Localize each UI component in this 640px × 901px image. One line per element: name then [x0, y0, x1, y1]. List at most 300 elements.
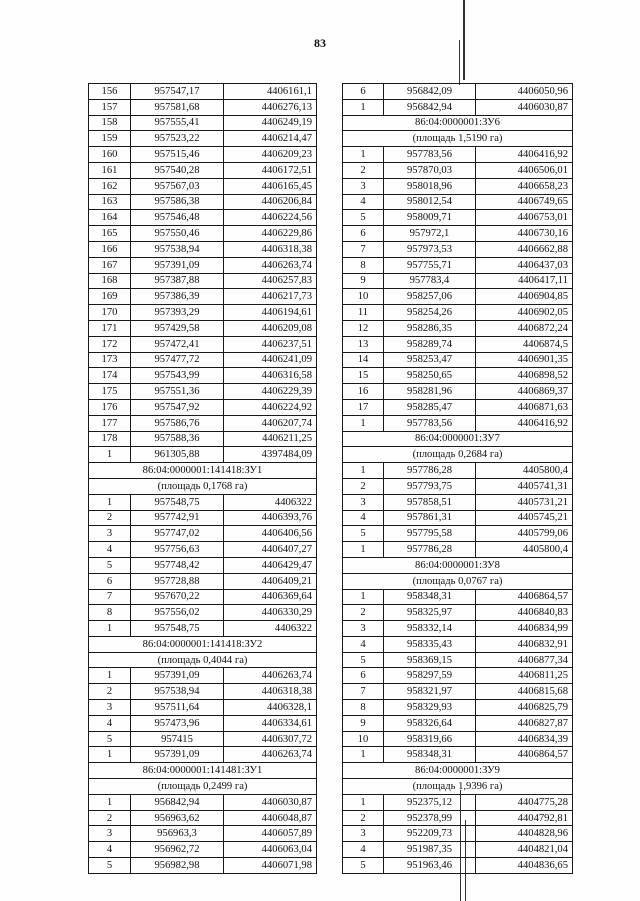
point-number: 5	[89, 731, 131, 747]
x-coordinate: 952375,12	[384, 794, 476, 810]
x-coordinate: 958253,47	[384, 352, 476, 368]
table-row	[343, 731, 573, 747]
point-number: 1	[343, 415, 384, 431]
y-coordinate: 4406904,85	[476, 289, 573, 305]
table-row	[343, 320, 573, 336]
x-coordinate: 957858,51	[384, 494, 476, 510]
table-row	[89, 494, 317, 510]
point-number: 16	[343, 384, 384, 400]
x-coordinate: 956842,94	[131, 794, 224, 810]
table-row	[343, 542, 573, 558]
table-row	[89, 842, 317, 858]
x-coordinate: 957477,72	[131, 352, 224, 368]
table-row	[343, 178, 573, 194]
y-coordinate: 4406328,1	[224, 700, 317, 716]
y-coordinate: 4406257,83	[224, 273, 317, 289]
x-coordinate: 957543,99	[131, 368, 224, 384]
y-coordinate: 4406429,47	[224, 557, 317, 573]
y-coordinate: 4406902,05	[476, 305, 573, 321]
parcel-header-row	[89, 652, 317, 668]
y-coordinate: 4406263,74	[224, 668, 317, 684]
point-number: 4	[343, 194, 384, 210]
parcel-header-row	[89, 763, 317, 779]
x-coordinate: 957546,48	[131, 210, 224, 226]
parcel-header: (площадь 1,9396 га)	[343, 779, 573, 795]
table-row	[89, 858, 317, 874]
point-number: 174	[89, 368, 131, 384]
point-number: 1	[343, 747, 384, 763]
scan-margin-line	[463, 0, 465, 80]
x-coordinate: 957793,75	[384, 478, 476, 494]
table-row	[89, 115, 317, 131]
y-coordinate: 4405741,31	[476, 478, 573, 494]
y-coordinate: 4406229,39	[224, 384, 317, 400]
x-coordinate: 957473,96	[131, 715, 224, 731]
x-coordinate: 958286,35	[384, 320, 476, 336]
y-coordinate: 4406211,25	[224, 431, 317, 447]
y-coordinate: 4406229,86	[224, 226, 317, 242]
y-coordinate: 4405745,21	[476, 510, 573, 526]
x-coordinate: 958281,96	[384, 384, 476, 400]
table-row	[343, 226, 573, 242]
point-number: 4	[89, 715, 131, 731]
y-coordinate: 4406237,51	[224, 336, 317, 352]
table-row	[89, 415, 317, 431]
point-number: 2	[89, 510, 131, 526]
point-number: 5	[343, 652, 384, 668]
point-number: 15	[343, 368, 384, 384]
y-coordinate: 4406827,87	[476, 715, 573, 731]
parcel-header: (площадь 0,0767 га)	[343, 573, 573, 589]
table-row	[343, 99, 573, 115]
x-coordinate: 958289,74	[384, 336, 476, 352]
x-coordinate: 958321,97	[384, 684, 476, 700]
coordinates-table-right	[342, 83, 573, 874]
x-coordinate: 958335,43	[384, 636, 476, 652]
y-coordinate: 4404828,96	[476, 826, 573, 842]
y-coordinate: 4406263,74	[224, 747, 317, 763]
x-coordinate: 951987,35	[384, 842, 476, 858]
y-coordinate: 4406834,39	[476, 731, 573, 747]
x-coordinate: 957538,94	[131, 684, 224, 700]
y-coordinate: 4406840,83	[476, 605, 573, 621]
y-coordinate: 4406874,5	[476, 336, 573, 352]
y-coordinate: 4406224,92	[224, 399, 317, 415]
table-row	[89, 399, 317, 415]
point-number: 1	[343, 542, 384, 558]
table-row	[343, 147, 573, 163]
y-coordinate: 4406330,29	[224, 605, 317, 621]
y-coordinate: 4406417,11	[476, 273, 573, 289]
point-number: 2	[89, 684, 131, 700]
table-row	[89, 747, 317, 763]
table-row	[89, 684, 317, 700]
y-coordinate: 4406050,96	[476, 84, 573, 100]
x-coordinate: 957548,75	[131, 494, 224, 510]
table-row	[343, 684, 573, 700]
x-coordinate: 957387,88	[131, 273, 224, 289]
point-number: 173	[89, 352, 131, 368]
y-coordinate: 4406864,57	[476, 589, 573, 605]
y-coordinate: 4406416,92	[476, 415, 573, 431]
y-coordinate: 4406318,38	[224, 241, 317, 257]
x-coordinate: 957742,91	[131, 510, 224, 526]
y-coordinate: 4406825,79	[476, 700, 573, 716]
table-row	[343, 289, 573, 305]
point-number: 159	[89, 131, 131, 147]
point-number: 1	[89, 747, 131, 763]
x-coordinate: 957786,28	[384, 463, 476, 479]
y-coordinate: 4406030,87	[476, 99, 573, 115]
point-number: 1	[89, 668, 131, 684]
table-row	[343, 273, 573, 289]
y-coordinate: 4404821,04	[476, 842, 573, 858]
point-number: 161	[89, 162, 131, 178]
table-row	[343, 384, 573, 400]
point-number: 4	[89, 542, 131, 558]
x-coordinate: 957391,09	[131, 668, 224, 684]
y-coordinate: 4406057,89	[224, 826, 317, 842]
point-number: 178	[89, 431, 131, 447]
y-coordinate: 4406207,74	[224, 415, 317, 431]
point-number: 2	[343, 605, 384, 621]
x-coordinate: 957586,76	[131, 415, 224, 431]
table-row	[343, 194, 573, 210]
x-coordinate: 957567,03	[131, 178, 224, 194]
x-coordinate: 957429,58	[131, 320, 224, 336]
parcel-header-row	[343, 447, 573, 463]
point-number: 10	[343, 289, 384, 305]
x-coordinate: 958250,65	[384, 368, 476, 384]
parcel-header-row	[343, 763, 573, 779]
point-number: 1	[343, 147, 384, 163]
point-number: 3	[89, 526, 131, 542]
point-number: 2	[343, 162, 384, 178]
x-coordinate: 958297,59	[384, 668, 476, 684]
x-coordinate: 957755,71	[384, 257, 476, 273]
y-coordinate: 4406209,08	[224, 320, 317, 336]
table-row	[343, 84, 573, 100]
y-coordinate: 4406334,61	[224, 715, 317, 731]
y-coordinate: 4406369,64	[224, 589, 317, 605]
table-row	[89, 794, 317, 810]
table-row	[343, 415, 573, 431]
table-row	[343, 336, 573, 352]
table-row	[343, 510, 573, 526]
x-coordinate: 958009,71	[384, 210, 476, 226]
table-row	[343, 352, 573, 368]
x-coordinate: 957728,88	[131, 573, 224, 589]
point-number: 4	[343, 510, 384, 526]
x-coordinate: 956963,3	[131, 826, 224, 842]
table-row	[89, 320, 317, 336]
y-coordinate: 4406407,27	[224, 542, 317, 558]
point-number: 3	[89, 826, 131, 842]
y-coordinate: 4406872,24	[476, 320, 573, 336]
x-coordinate: 957540,28	[131, 162, 224, 178]
scan-margin-line	[459, 40, 460, 85]
point-number: 160	[89, 147, 131, 163]
x-coordinate: 957538,94	[131, 241, 224, 257]
table-row	[343, 589, 573, 605]
point-number: 156	[89, 84, 131, 100]
point-number: 3	[89, 700, 131, 716]
y-coordinate: 4404792,81	[476, 810, 573, 826]
y-coordinate: 4406206,84	[224, 194, 317, 210]
table-row	[343, 842, 573, 858]
x-coordinate: 957550,46	[131, 226, 224, 242]
point-number: 176	[89, 399, 131, 415]
y-coordinate: 4406241,09	[224, 352, 317, 368]
y-coordinate: 4406209,23	[224, 147, 317, 163]
x-coordinate: 958254,26	[384, 305, 476, 321]
parcel-header: 86:04:0000001:141481:ЗУ1	[89, 763, 317, 779]
y-coordinate: 4406832,91	[476, 636, 573, 652]
table-row	[89, 226, 317, 242]
parcel-header: 86:04:0000001:ЗУ7	[343, 431, 573, 447]
point-number: 3	[343, 494, 384, 510]
y-coordinate: 4406662,88	[476, 241, 573, 257]
table-row	[89, 210, 317, 226]
point-number: 7	[89, 589, 131, 605]
table-row	[89, 147, 317, 163]
x-coordinate: 958326,64	[384, 715, 476, 731]
y-coordinate: 4406393,76	[224, 510, 317, 526]
table-row	[343, 305, 573, 321]
x-coordinate: 957515,46	[131, 147, 224, 163]
x-coordinate: 957415	[131, 731, 224, 747]
parcel-header-row	[343, 557, 573, 573]
table-row	[89, 621, 317, 637]
y-coordinate: 4406318,38	[224, 684, 317, 700]
point-number: 1	[89, 447, 131, 463]
y-coordinate: 4406194,61	[224, 305, 317, 321]
table-row	[89, 447, 317, 463]
y-coordinate: 4406409,21	[224, 573, 317, 589]
y-coordinate: 4406048,87	[224, 810, 317, 826]
point-number: 10	[343, 731, 384, 747]
table-row	[89, 589, 317, 605]
x-coordinate: 952378,99	[384, 810, 476, 826]
x-coordinate: 958329,93	[384, 700, 476, 716]
point-number: 14	[343, 352, 384, 368]
y-coordinate: 4406898,52	[476, 368, 573, 384]
point-number: 172	[89, 336, 131, 352]
table-row	[89, 700, 317, 716]
x-coordinate: 957972,1	[384, 226, 476, 242]
y-coordinate: 4406869,37	[476, 384, 573, 400]
parcel-header: 86:04:0000001:ЗУ8	[343, 557, 573, 573]
y-coordinate: 4406871,63	[476, 399, 573, 415]
y-coordinate: 4406749,65	[476, 194, 573, 210]
x-coordinate: 958348,31	[384, 589, 476, 605]
table-row	[343, 826, 573, 842]
point-number: 11	[343, 305, 384, 321]
point-number: 4	[343, 842, 384, 858]
point-number: 9	[343, 715, 384, 731]
y-coordinate: 4406071,98	[224, 858, 317, 874]
y-coordinate: 4405800,4	[476, 542, 573, 558]
y-coordinate: 4406307,72	[224, 731, 317, 747]
y-coordinate: 4406214,47	[224, 131, 317, 147]
x-coordinate: 958348,31	[384, 747, 476, 763]
point-number: 7	[343, 241, 384, 257]
x-coordinate: 958012,54	[384, 194, 476, 210]
table-row	[89, 810, 317, 826]
table-row	[343, 747, 573, 763]
x-coordinate: 956982,98	[131, 858, 224, 874]
x-coordinate: 957547,17	[131, 84, 224, 100]
parcel-header: (площадь 0,1768 га)	[89, 478, 317, 494]
table-row	[89, 257, 317, 273]
table-row	[343, 399, 573, 415]
coordinates-table-left	[88, 83, 317, 874]
point-number: 157	[89, 99, 131, 115]
y-coordinate: 4406217,73	[224, 289, 317, 305]
table-row	[89, 162, 317, 178]
x-coordinate: 957586,38	[131, 194, 224, 210]
point-number: 5	[343, 858, 384, 874]
point-number: 1	[89, 494, 131, 510]
table-row	[343, 621, 573, 637]
y-coordinate: 4405799,06	[476, 526, 573, 542]
table-row	[343, 794, 573, 810]
table-row	[89, 178, 317, 194]
table-row	[343, 715, 573, 731]
x-coordinate: 952209,73	[384, 826, 476, 842]
point-number: 6	[89, 573, 131, 589]
point-number: 17	[343, 399, 384, 415]
x-coordinate: 956842,94	[384, 99, 476, 115]
table-row	[89, 731, 317, 747]
y-coordinate: 4406730,16	[476, 226, 573, 242]
table-row	[89, 99, 317, 115]
point-number: 2	[343, 478, 384, 494]
parcel-header: (площадь 0,2499 га)	[89, 779, 317, 795]
table-row	[89, 336, 317, 352]
x-coordinate: 958018,96	[384, 178, 476, 194]
table-row	[343, 810, 573, 826]
y-coordinate: 4406322	[224, 494, 317, 510]
point-number: 1	[89, 794, 131, 810]
y-coordinate: 4404836,65	[476, 858, 573, 874]
parcel-header-row	[89, 636, 317, 652]
table-row	[343, 494, 573, 510]
point-number: 5	[343, 526, 384, 542]
table-row	[343, 700, 573, 716]
table-row	[89, 289, 317, 305]
x-coordinate: 961305,88	[131, 447, 224, 463]
point-number: 3	[343, 621, 384, 637]
y-coordinate: 4406437,03	[476, 257, 573, 273]
x-coordinate: 958325,97	[384, 605, 476, 621]
x-coordinate: 958257,06	[384, 289, 476, 305]
point-number: 6	[343, 226, 384, 242]
x-coordinate: 957581,68	[131, 99, 224, 115]
y-coordinate: 4406161,1	[224, 84, 317, 100]
x-coordinate: 957547,92	[131, 399, 224, 415]
y-coordinate: 4406224,56	[224, 210, 317, 226]
parcel-header: 86:04:0000001:141418:ЗУ2	[89, 636, 317, 652]
parcel-header: 86:04:0000001:ЗУ6	[343, 115, 573, 131]
y-coordinate: 4406030,87	[224, 794, 317, 810]
x-coordinate: 957783,4	[384, 273, 476, 289]
y-coordinate: 4406316,58	[224, 368, 317, 384]
table-row	[343, 478, 573, 494]
point-number: 3	[343, 826, 384, 842]
y-coordinate: 4406249,19	[224, 115, 317, 131]
x-coordinate: 956962,72	[131, 842, 224, 858]
point-number: 5	[89, 557, 131, 573]
point-number: 7	[343, 684, 384, 700]
x-coordinate: 956963,62	[131, 810, 224, 826]
parcel-header: (площадь 0,2684 га)	[343, 447, 573, 463]
x-coordinate: 957870,03	[384, 162, 476, 178]
y-coordinate: 4406063,04	[224, 842, 317, 858]
x-coordinate: 957556,02	[131, 605, 224, 621]
point-number: 3	[343, 178, 384, 194]
point-number: 5	[343, 210, 384, 226]
x-coordinate: 957551,36	[131, 384, 224, 400]
point-number: 2	[89, 810, 131, 826]
y-coordinate: 4405800,4	[476, 463, 573, 479]
table-row	[89, 605, 317, 621]
table-row	[89, 715, 317, 731]
x-coordinate: 957588,36	[131, 431, 224, 447]
x-coordinate: 958332,14	[384, 621, 476, 637]
y-coordinate: 4405731,21	[476, 494, 573, 510]
y-coordinate: 4406864,57	[476, 747, 573, 763]
table-row	[89, 431, 317, 447]
table-row	[89, 573, 317, 589]
point-number: 177	[89, 415, 131, 431]
x-coordinate: 957548,75	[131, 621, 224, 637]
table-row	[89, 194, 317, 210]
point-number: 4	[89, 842, 131, 858]
point-number: 8	[343, 700, 384, 716]
y-coordinate: 4404775,28	[476, 794, 573, 810]
parcel-header-row	[89, 779, 317, 795]
y-coordinate: 4406172,51	[224, 162, 317, 178]
table-row	[89, 368, 317, 384]
point-number: 13	[343, 336, 384, 352]
x-coordinate: 951963,46	[384, 858, 476, 874]
x-coordinate: 957670,22	[131, 589, 224, 605]
table-row	[89, 305, 317, 321]
point-number: 158	[89, 115, 131, 131]
parcel-header-row	[343, 115, 573, 131]
x-coordinate: 957523,22	[131, 131, 224, 147]
parcel-header-row	[89, 463, 317, 479]
x-coordinate: 958285,47	[384, 399, 476, 415]
parcel-header-row	[343, 573, 573, 589]
parcel-header: 86:04:0000001:141418:ЗУ1	[89, 463, 317, 479]
parcel-header: 86:04:0000001:ЗУ9	[343, 763, 573, 779]
parcel-header-row	[343, 131, 573, 147]
point-number: 171	[89, 320, 131, 336]
point-number: 163	[89, 194, 131, 210]
table-row	[343, 463, 573, 479]
x-coordinate: 957393,29	[131, 305, 224, 321]
x-coordinate: 957386,39	[131, 289, 224, 305]
page-number: 83	[314, 36, 326, 50]
table-row	[343, 668, 573, 684]
x-coordinate: 957391,09	[131, 747, 224, 763]
parcel-header-row	[343, 431, 573, 447]
table-row	[343, 210, 573, 226]
table-row	[89, 668, 317, 684]
point-number: 1	[343, 589, 384, 605]
